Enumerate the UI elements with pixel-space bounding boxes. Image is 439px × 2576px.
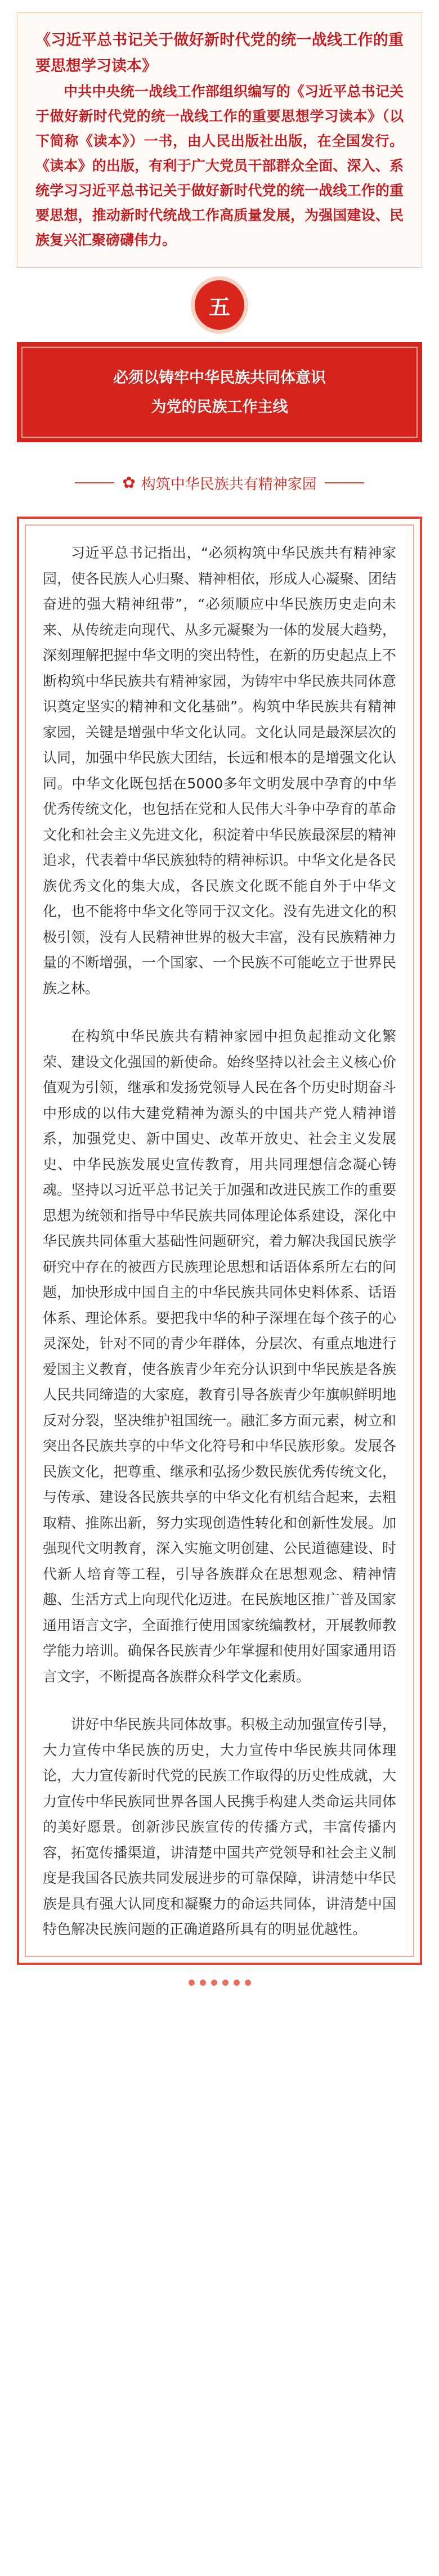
intro-card	[17, 12, 422, 268]
decorative-dot	[211, 1980, 217, 1986]
decorative-dot	[245, 1980, 251, 1986]
chapter-badge-row	[0, 268, 439, 342]
article-body	[25, 524, 414, 1957]
book-title: 《习近平总书记关于做好新时代党的统一战线工作的重要思想学习读本》	[35, 32, 404, 75]
article-paragraph-1: 习近平总书记指出，“必须构筑中华民族共有精神家园，使各民族人心归聚、精神相依，形成人心凝聚、团结奋进的强大精神纽带”，“必须顺应中华民族历史走向未来、从传统走向现代、从多元凝聚为一体的发展大趋势，深刻理解把握中华文明的突出特性，在新的历史起点上不断构筑中华民族共有精神家园，为铸牢中华民族共同体意识奠定坚实的精神和文化基础”。构筑中华民族共有精神家园，关键是增强中华文化认同。文化认同是最深层次的认同，加强中华民族大团结，长远和根本的是增强文化认同。中华文化既包括在5000多年文明发展中孕育的中华优秀传统文化，也包括在党和人民伟大斗争中孕育的革命文化和社会主义先进文化，积淀着中华民族最深层的精神追求，代表着中华民族独特的精神标识。中华文化是各民族优秀文化的集大成，各民族文化既不能自外于中华文化，也不能将中华文化等同于汉文化。没有先进文化的积极引领，没有人民精神世界的极大丰富，没有民族精神力量的不断增强，一个国家、一个民族不可能屹立于世界民族之林。	[43, 545, 396, 997]
chapter-title-line-1: 必须以铸牢中华民族共同体意识	[113, 369, 326, 387]
intro-paragraph: 中共中央统一战线工作部组织编写的《习近平总书记关于做好新时代党的统一战线工作的重要思想学习读本》（以下简称《读本》）一书，由人民出版社出版，在全国发行。《读本》的出版，有利于广大党员干部群众全面、深入、系统学习习近平总书记关于做好新时代党的统一战线工作的重要思想，推动新时代统战工作高质量发展，为强国建设、民族复兴汇聚磅礴伟力。	[35, 83, 404, 248]
chapter-title-line-2: 为党的民族工作主线	[151, 398, 288, 416]
decorative-dot	[200, 1980, 206, 1986]
section-title: 构筑中华民族共有精神家园	[141, 475, 317, 493]
decorative-dot	[222, 1980, 229, 1986]
heading-rule-right	[325, 482, 364, 483]
heading-rule-left	[75, 482, 114, 483]
flower-icon: ✿	[122, 473, 136, 492]
article-frame	[17, 517, 422, 1965]
decorative-dot	[234, 1980, 240, 1986]
article-paragraph-3: 讲好中华民族共同体故事。积极主动加强宣传引导，大力宣传中华民族的历史，大力宣传中华民族共同体理论，大力宣传新时代党的民族工作取得的历史性成就，大力宣传中华民族同世界各国人民携手构建人类命运共同体的美好愿景。创新涉民族宣传的传播方式，丰富传播内容，拓宽传播渠道，讲清楚中国共产党领导和社会主义制度是我国各民族共同发展进步的可靠保障，讲清楚中华民族是具有强大认同度和凝聚力的命运共同体，讲清楚中国特色解决民族问题的正确道路所具有的明显优越性。	[43, 1716, 396, 1937]
chapter-banner	[0, 342, 439, 442]
section-heading	[0, 472, 439, 494]
chapter-banner-background	[17, 342, 422, 442]
decorative-dot	[189, 1980, 195, 1986]
chapter-banner-frame	[21, 347, 418, 438]
article-paragraph-2: 在构筑中华民族共有精神家园中担负起推动文化繁荣、建设文化强国的新使命。始终坚持以社会主义核心价值观为引领，继承和发扬党领导人民在各个历史时期奋斗中形成的以伟大建党精神为源头的中国共产党人精神谱系，加强党史、新中国史、改革开放史、社会主义发展史、中华民族发展史宣传教育，用共同理想信念凝心铸魂。坚持以习近平总书记关于加强和改进民族工作的重要思想为统领和指导中华民族共同体理论体系建设，深化中华民族共同体重大基础性问题研究，着力解决我国民族学研究中存在的被西方民族理论思想和话语体系所左右的问题，加快形成中国自主的中华民族共同体史料体系、话语体系、理论体系。要把我中华的种子深埋在每个孩子的心灵深处，针对不同的青少年群体，分层次、有重点地进行爱国主义教育，使各族青少年充分认识到中华民族是各族人民共同缔造的大家庭，教育引导各族青少年旗帜鲜明地反对分裂，坚决维护祖国统一。融汇多方面元素，树立和突出各民族共享的中华文化符号和中华民族形象。发展各民族文化，把尊重、继承和弘扬少数民族优秀传统文化，与传承、建设各民族共享的中华文化有机结合起来，去粗取精、推陈出新，努力实现创造性转化和创新性发展。加强现代文明教育，深入实施文明创建、公民道德建设、时代新人培育等工程，引导各族群众在思想观念、精神情趣、生活方式上向现代化迈进。在民族地区推广普及国家通用语言文字，全面推行使用国家统编教材，开展教师教学能力培训。确保各民族青少年掌握和使用好国家通用语言文字，不断提高各族群众科学文化素质。	[43, 1028, 396, 1685]
chapter-number-badge: 五	[195, 280, 244, 330]
decorative-dots	[0, 1980, 439, 1986]
